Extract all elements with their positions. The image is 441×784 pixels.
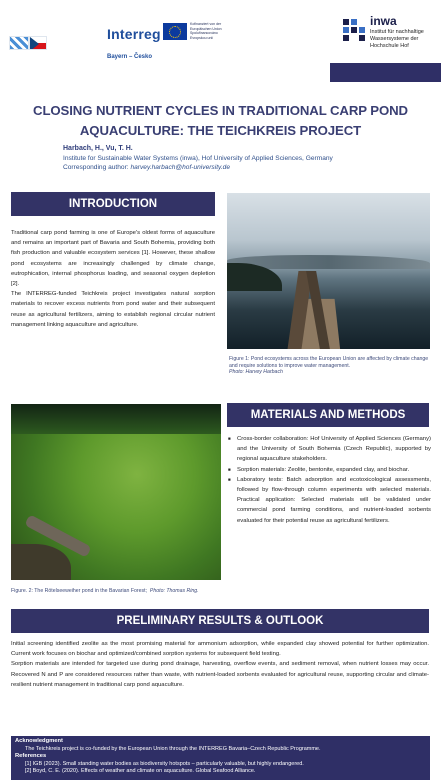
acknowledgment-text: The Teichkreis project is co-funded by the European Union through the INTERREG Bavaria–Czech Republic Programme.: [25, 745, 321, 752]
introduction-paragraph-2: The INTERREG-funded Teichkreis project investigates natural sorption materials to recover excess nutrients from pond water and their subsequent reuse as agricultural fertilizers, aiming to establish regional circular nutrient management linking aquaculture and agriculture.: [11, 291, 215, 328]
interreg-region: Bayern – Česko: [107, 54, 153, 60]
introduction-text: [11, 228, 215, 330]
acknowledgment-heading: Acknowledgment: [15, 738, 63, 744]
figure-2-credit: Photo: Thomas Ring.: [149, 588, 199, 594]
eu-cofunding-text: Kofinanziert von der Europäischen Union Spolufinancováno Evropskou unií: [190, 22, 222, 40]
results-heading: PRELIMINARY RESULTS & OUTLOOK: [11, 609, 429, 633]
methods-item-collaboration: ■ Cross-border collaboration: Hof University of Applied Sciences (Germany) and the University of South Bohemia (Czech Republic), supported by regional aquaculture stakeholders.: [226, 434, 431, 465]
figure-2-caption-text: Figure. 2: The Rötelseeweiher pond in the Bavarian Forest;: [11, 588, 148, 594]
header-accent-bar: [330, 63, 441, 82]
poster-title: CLOSING NUTRIENT CYCLES IN TRADITIONAL CARP POND AQUACULTURE: THE TEICHKREIS PROJECT: [33, 103, 408, 138]
methods-item-materials: ■ Sorption materials: Zeolite, bentonite, expanded clay, and biochar.: [226, 465, 431, 475]
figure-1-credit: Photo: Harvey Harbach: [229, 369, 283, 376]
inwa-subtitle: Institut für nachhaltige Wassersysteme der Hochschule Hof: [370, 29, 424, 49]
inwa-logo-icon: [343, 19, 365, 41]
results-paragraph-2: Sorption materials are intended for targeted use during pond drainage, harvesting, overflow events, and sediment removal, when nutrient losses may occur. Recovered N and P are considered resources rather than waste, with nutrient-loaded sorbents evaluated for agricultural reuse, supporting circular and climate-resilient nutrient management in traditional carp pond aquaculture.: [11, 661, 429, 688]
corresponding-email[interactable]: harvey.harbach@hof-university.de: [130, 164, 230, 171]
czech-flag-icon: [29, 36, 47, 50]
results-paragraph-1: Initial screening identified zeolite as the most promising material for ammonium adsorption, while expanded clay showed potential for further optimization. Current work focuses on biochar and optimized/combined sorption systems for subsequent field testing.: [11, 641, 429, 658]
figure-1-caption: [229, 356, 429, 376]
interreg-logo: Interreg: [107, 26, 161, 42]
reference-item: [2] Boyd, C. E. (2020). Effects of weather and climate on aquaculture. Global Seafood Alliance.: [25, 768, 256, 775]
methods-heading: MATERIALS AND METHODS: [227, 403, 429, 427]
results-text: [11, 639, 429, 690]
references-heading: References: [15, 753, 47, 760]
methods-item-laboratory: ■ Laboratory tests: Batch adsorption and ecotoxicological assessments, followed by flow-through column experiments with selected materials. Practical application: Selected materials will be validated under commercial pond farming conditions, and nutrient-loaded sorbents evaluated for their potential reuse as agricultural fertilizers.: [226, 475, 431, 526]
introduction-heading: INTRODUCTION: [11, 192, 215, 216]
authors: Harbach, H., Vu, T. H.: [63, 145, 133, 152]
figure-1-caption-text: Figure 1: Pond ecosystems across the European Union are affected by climate change and require solutions to improve water management.: [229, 356, 429, 369]
algae-pond-photo: [11, 404, 221, 580]
introduction-paragraph-1: Traditional carp pond farming is one of Europe's oldest forms of aquaculture and remains an important part of Bavaria and South Bohemia, providing both fish production and valuable ecosystem services [1]. However, these shallow pond ecosystems are increasingly challenged by climate change, eutrophication, internal phosphorus loading, and seasonal oxygen depletion [2].: [11, 230, 215, 288]
eu-flag-icon: [163, 23, 187, 40]
affiliation: Institute for Sustainable Water Systems (inwa), Hof University of Applied Sciences, Germany: [63, 155, 333, 162]
poster-header: [0, 0, 441, 90]
corresponding-author: [63, 164, 230, 171]
pond-dock-photo: [227, 193, 430, 349]
inwa-logo-text: inwa: [370, 14, 397, 28]
methods-list: [226, 434, 431, 526]
reference-item: [1] IGB (2023). Small standing water bodies as biodiversity hotspots – particularly valuable, but highly endangered.: [25, 760, 304, 767]
bavaria-flag-icon: [9, 36, 29, 50]
figure-2-caption: [11, 588, 226, 595]
footer-box: [11, 736, 430, 780]
corresponding-label: Corresponding author:: [63, 164, 131, 171]
